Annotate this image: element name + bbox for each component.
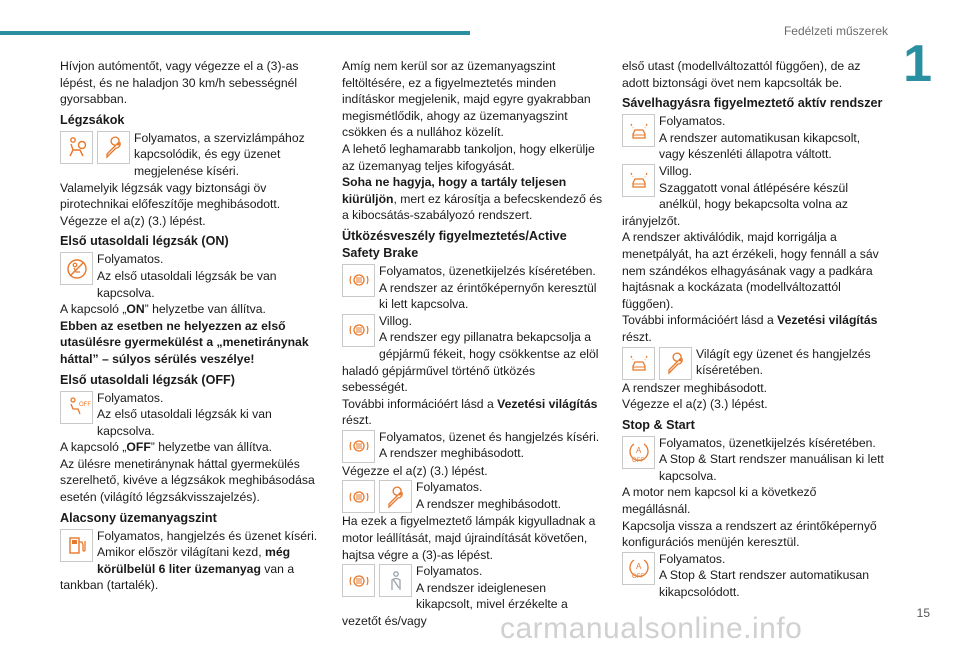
section-title: Fedélzeti műszerek xyxy=(783,24,888,38)
c-text-9: Folyamatos. xyxy=(416,480,483,495)
column-3 xyxy=(622,58,884,601)
l-text-5: A rendszer aktiválódik, majd korrigálja a menetpályát, ha azt érzékeli, hogy fennáll a sáv nem szándékos elhagyásának vagy a padkára hajtásnak a kockázata (modellváltozattól függően). xyxy=(622,230,879,311)
header-accent-bar xyxy=(0,31,470,35)
collision-warning-icon xyxy=(342,480,375,513)
collision-warning-icon xyxy=(342,564,375,597)
lane-keep-icon xyxy=(622,347,655,380)
lane-keep-icon xyxy=(622,114,655,147)
collision-item-1 xyxy=(342,263,604,313)
low-fuel xyxy=(60,528,322,594)
stop-start-off-icon xyxy=(622,436,655,469)
fuel-text-2-post: van a tankban (tartalék). xyxy=(60,561,295,593)
col2-text-3: Soha ne hagyja, hogy a tartály teljesen kiürüljön, mert ez károsítja a befecskendező és a kibocsátás-szabályozó rendszert. xyxy=(342,175,603,223)
s-text-2: A Stop & Start rendszer manuálisan ki lett kapcsolva. xyxy=(659,452,884,483)
lane-item-2 xyxy=(622,163,884,229)
chapter-number: 1 xyxy=(903,35,932,93)
on-text-3: A kapcsoló „ON” helyzetbe van állítva. xyxy=(60,302,266,317)
svg-text:A: A xyxy=(635,562,641,572)
off-text-1: Folyamatos. xyxy=(97,390,164,405)
c-text-5: További információért lásd a Vezetési világítás részt. xyxy=(342,396,598,428)
l-text-2: A rendszer automatikusan kikapcsolt, vagy készenléti állapotra váltott. xyxy=(659,130,861,162)
column-2 xyxy=(342,58,604,630)
passenger-airbag-on-icon xyxy=(60,252,93,285)
off-text-4: Az ülésre menetiránynak háttal gyermekülés szerelhető, kivéve a légzsákok meghibásodása esetén (világító légzsákvisszajelzés). xyxy=(60,456,315,505)
lane-keep-icon xyxy=(622,164,655,197)
column-1 xyxy=(60,58,322,594)
fuel-text-2-pre: Amikor először világítani kezd, xyxy=(97,545,265,560)
c-text-4: A rendszer egy pillanatra bekapcsolja a gépjármű fékeit, hogy csökkentse az elöl haladó gépjárművel történő ütközés sebességét. xyxy=(342,330,599,395)
c-text-2: A rendszer az érintőképernyőn keresztül ki lett kapcsolva. xyxy=(379,280,597,312)
lane-item-1 xyxy=(622,113,884,163)
svg-text:OFF: OFF xyxy=(631,458,644,465)
collision-heading: Ütközésveszély figyelmeztetés/Active Safety Brake xyxy=(342,228,567,260)
wrench-icon xyxy=(659,347,692,380)
off-text-3: A kapcsoló „OFF” helyzetbe van állítva. xyxy=(60,440,273,455)
s-text-1: Folyamatos, üzenetkijelzés kíséretében. xyxy=(659,435,876,450)
col2-text-2: A lehető leghamarabb tankoljon, hogy elkerülje az üzemanyag teljes kifogyását. xyxy=(342,141,595,173)
l-text-9: Végezze el a(z) (3.) lépést. xyxy=(622,397,768,412)
col2-text-1: Amíg nem kerül sor az üzemanyagszint feltöltésére, ez a figyelmeztetés minden indításkor megjelenik, majd egyre gyakrabban megismétlődik, ahogy az üzemanyagszint csökken és a nullához közelít. xyxy=(342,59,591,140)
l-text-4: Szaggatott vonal átlépésére készül anélkül, hogy bekapcsolta volna az irányjelzőt. xyxy=(622,180,849,228)
airbags-warning xyxy=(60,130,322,180)
collision-item-2 xyxy=(342,313,604,396)
collision-item-4 xyxy=(342,479,604,513)
s-text-3: A motor nem kapcsol ki a következő megállásnál. xyxy=(622,485,817,517)
fuel-text-2-bold: még körülbelül 6 liter üzemanyag xyxy=(97,545,291,576)
on-text-1: Folyamatos. xyxy=(97,252,164,267)
l-text-1: Folyamatos. xyxy=(659,114,726,129)
s-text-5: Folyamatos. xyxy=(659,551,726,566)
collision-warning-icon xyxy=(342,314,375,347)
on-warning: Ebben az esetben ne helyezzen az első utasülésre gyermekülést a „menetiránynak háttal” – súlyos sérülés veszélye! xyxy=(60,318,309,366)
s-text-6: A Stop & Start rendszer automatikusan kikapcsolódott. xyxy=(659,568,870,600)
wrench-icon xyxy=(97,131,130,164)
svg-text:A: A xyxy=(635,446,641,456)
c-text-1: Folyamatos, üzenetkijelzés kíséretében. xyxy=(379,263,596,278)
stop-start-item-1 xyxy=(622,435,884,485)
airbags-text-3: Végezze el a(z) (3.) lépést. xyxy=(60,213,206,228)
stop-start-item-2 xyxy=(622,551,884,601)
l-text-3: Villog. xyxy=(659,163,692,178)
lane-item-3 xyxy=(622,346,884,380)
passenger-airbag-on xyxy=(60,251,322,301)
airbags-text-1: Folyamatos, a szervizlámpához kapcsolódik, és egy üzenet megjelenése kíséri. xyxy=(134,130,305,178)
on-text-2: Az első utasoldali légzsák be van kapcsolva. xyxy=(97,268,277,300)
passenger-airbag-off xyxy=(60,390,322,440)
svg-text:OFF: OFF xyxy=(631,574,644,581)
fuel-text-1: Folyamatos, hangjelzés és üzenet kíséri. xyxy=(97,528,318,543)
l-text-8: A rendszer meghibásodott. xyxy=(622,380,767,395)
page-number: 15 xyxy=(916,606,930,620)
l-text-6: További információért lásd a Vezetési világítás részt. xyxy=(622,313,878,344)
intro-text: Hívjon autómentőt, vagy végezze el a (3)-as lépést, és ne haladjon 30 km/h sebességnél gyorsabban. xyxy=(60,59,299,107)
svg-text:OFF: OFF xyxy=(78,402,91,408)
collision-item-3 xyxy=(342,429,604,463)
c-text-10: A rendszer meghibásodott. xyxy=(416,497,561,512)
off-text-2: Az első utasoldali légzsák ki van kapcsolva. xyxy=(97,407,272,438)
passenger-airbag-off-heading: Első utasoldali légzsák (OFF) xyxy=(60,372,235,387)
seatbelt-icon xyxy=(379,564,412,597)
collision-warning-icon xyxy=(342,264,375,297)
airbag-icon xyxy=(60,131,93,164)
fuel-pump-icon xyxy=(60,529,93,562)
c-text-6: Folyamatos, üzenet és hangjelzés kíséri. xyxy=(379,429,600,444)
passenger-airbag-off-icon xyxy=(60,391,93,424)
c-text-7: A rendszer meghibásodott. xyxy=(379,446,524,461)
col3-text-1: első utast (modellváltozattól függően), de az adott biztonsági övet nem kapcsolták be. xyxy=(622,59,861,90)
wrench-icon xyxy=(379,480,412,513)
collision-warning-icon xyxy=(342,430,375,463)
c-text-8: Végezze el a(z) (3.) lépést. xyxy=(342,463,488,478)
watermark: carmanualsonline.info xyxy=(500,612,803,645)
collision-item-5 xyxy=(342,563,604,629)
s-text-4: Kapcsolja vissza a rendszert az érintőképernyő konfigurációs menüjén keresztül. xyxy=(622,518,877,550)
airbags-text-2: Valamelyik légzsák vagy biztonsági öv pirotechnikai előfeszítője meghibásodott. xyxy=(60,180,281,212)
low-fuel-heading: Alacsony üzemanyagszint xyxy=(60,510,217,525)
c-text-11: Ha ezek a figyelmeztető lámpák kigyulladnak a motor leállítását, majd újraindítását követően, hajtsa végre a (3)-as lépést. xyxy=(342,514,596,562)
airbags-heading: Légzsákok xyxy=(60,112,125,127)
passenger-airbag-on-heading: Első utasoldali légzsák (ON) xyxy=(60,234,229,249)
stop-start-off-icon xyxy=(622,552,655,585)
l-text-7: Világít egy üzenet és hangjelzés kíséretében. xyxy=(696,346,871,378)
lane-heading: Sávelhagyásra figyelmeztető aktív rendszer xyxy=(622,96,883,111)
c-text-13: A rendszer ideiglenesen kikapcsolt, mivel érzékelte a vezetőt és/vagy xyxy=(342,580,568,629)
stop-start-heading: Stop & Start xyxy=(622,417,695,432)
c-text-12: Folyamatos. xyxy=(416,564,483,579)
c-text-3: Villog. xyxy=(379,313,412,328)
